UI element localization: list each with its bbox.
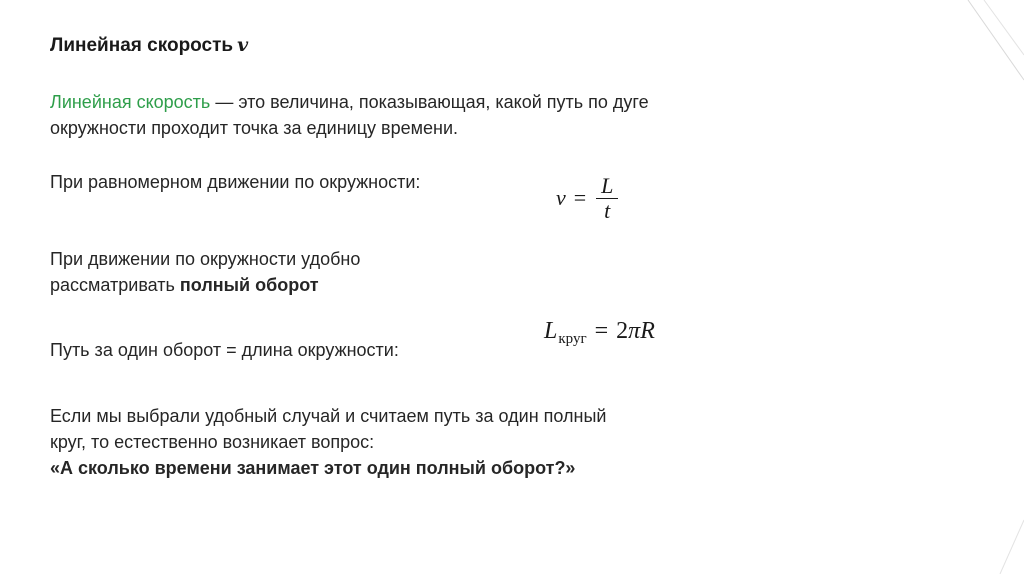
definition-rest: — это величина, показывающая, какой путь по дуге (210, 92, 649, 112)
path-formula-equals: = (594, 318, 609, 344)
path-formula-pi: π (628, 318, 641, 344)
path-text: Путь за один оборот = длина окружности: (50, 340, 399, 360)
definition-term: Линейная скорость (50, 92, 211, 112)
velocity-fraction (596, 174, 618, 223)
path-formula (544, 318, 655, 345)
uniform-motion-text: При равномерном движении по окружности: (50, 172, 421, 192)
full-turn-line1: При движении по окружности удобно (50, 249, 361, 269)
definition-line2: окружности проходит точка за единицу времени. (50, 118, 458, 138)
path-formula-coef: 2 (616, 318, 629, 344)
velocity-formula-lhs: v (556, 185, 566, 210)
question-line1: Если мы выбрали удобный случай и считаем путь за один полный (50, 406, 607, 426)
path-formula-lhs: L (544, 318, 558, 344)
title-variable: v (237, 34, 249, 56)
decorative-corner-lines (954, 0, 1024, 574)
full-turn-line2-prefix: рассматривать (50, 275, 180, 295)
path-formula-subscript: круг (558, 331, 587, 347)
title-text: Линейная скорость (50, 35, 234, 56)
velocity-formula (556, 168, 618, 228)
definition-paragraph (50, 89, 750, 141)
velocity-denominator: t (604, 197, 611, 223)
full-turn-line2-bold: полный оборот (179, 275, 319, 295)
velocity-numerator: L (601, 172, 614, 198)
question-line2: круг, то естественно возникает вопрос: (50, 432, 375, 452)
velocity-formula-equals: = (573, 185, 587, 210)
full-turn-paragraph (50, 246, 360, 298)
question-line3: «А сколько времени занимает этот один полный оборот?» (50, 458, 576, 478)
page-title (50, 34, 248, 57)
path-formula-var: R (640, 318, 655, 344)
question-paragraph (50, 403, 690, 481)
